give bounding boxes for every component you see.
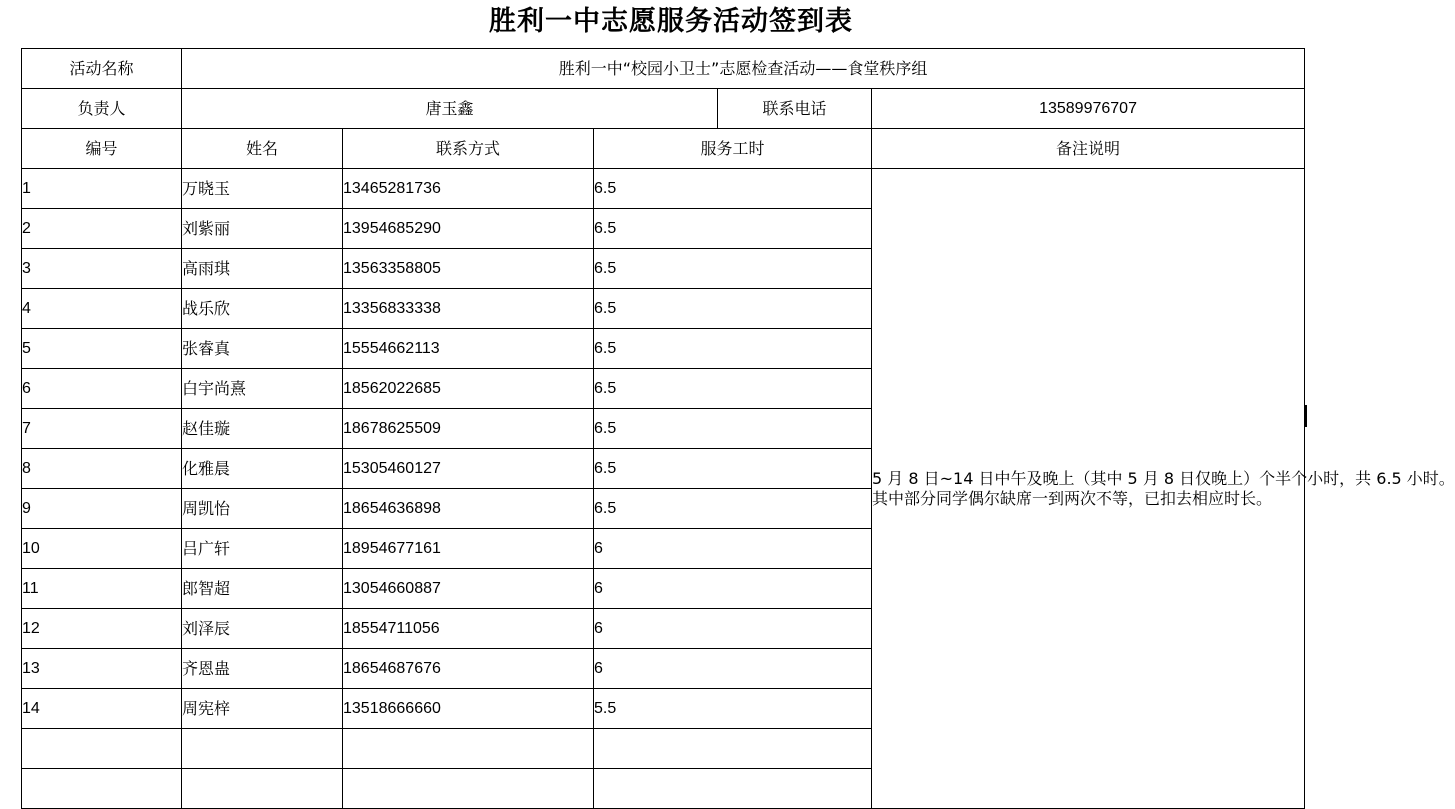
row-number: 7 xyxy=(22,409,182,449)
row-number xyxy=(22,729,182,769)
column-header-contact: 联系方式 xyxy=(343,129,594,169)
leader-label: 负责人 xyxy=(22,89,182,129)
activity-row xyxy=(22,49,1305,89)
column-header-remark: 备注说明 xyxy=(872,129,1305,169)
row-name: 周凯怡 xyxy=(182,489,343,529)
row-phone: 13563358805 xyxy=(343,249,594,289)
row-phone: 13054660887 xyxy=(343,569,594,609)
row-number: 1 xyxy=(22,169,182,209)
sign-in-table xyxy=(21,48,1455,809)
remark-line-1: 5 月 8 日~14 日中午及晚上（其中 5 月 8 日仅晚上）个半个小时，共 6.5 小时。 xyxy=(872,468,1455,488)
row-number: 2 xyxy=(22,209,182,249)
remark-cell xyxy=(872,169,1455,809)
row-phone: 18678625509 xyxy=(343,409,594,449)
row-name: 赵佳璇 xyxy=(182,409,343,449)
row-name xyxy=(182,729,343,769)
column-header-name: 姓名 xyxy=(182,129,343,169)
row-number xyxy=(22,769,182,809)
row-hours: 6.5 xyxy=(594,209,872,249)
row-hours: 6.5 xyxy=(594,329,872,369)
row-name: 万晓玉 xyxy=(182,169,343,209)
row-number: 14 xyxy=(22,689,182,729)
row-name xyxy=(182,769,343,809)
row-phone xyxy=(343,769,594,809)
activity-label: 活动名称 xyxy=(22,49,182,89)
row-name: 齐恩蛊 xyxy=(182,649,343,689)
row-hours: 5.5 xyxy=(594,689,872,729)
leader-name: 唐玉鑫 xyxy=(182,89,718,129)
row-hours: 6.5 xyxy=(594,409,872,449)
row-phone: 13954685290 xyxy=(343,209,594,249)
row-phone: 13518666660 xyxy=(343,689,594,729)
row-phone: 18654636898 xyxy=(343,489,594,529)
row-name: 高雨琪 xyxy=(182,249,343,289)
header-row xyxy=(22,129,1305,169)
row-phone: 18562022685 xyxy=(343,369,594,409)
row-phone: 15305460127 xyxy=(343,449,594,489)
row-hours: 6.5 xyxy=(594,249,872,289)
row-phone: 13356833338 xyxy=(343,289,594,329)
remark-line-2: 其中部分同学偶尔缺席一到两次不等，已扣去相应时长。 xyxy=(872,488,1273,508)
row-hours: 6.5 xyxy=(594,289,872,329)
row-name: 化雅晨 xyxy=(182,449,343,489)
row-phone: 15554662113 xyxy=(343,329,594,369)
row-hours: 6 xyxy=(594,569,872,609)
row-hours: 6.5 xyxy=(594,489,872,529)
row-phone: 18954677161 xyxy=(343,529,594,569)
row-name: 吕广轩 xyxy=(182,529,343,569)
row-number: 11 xyxy=(22,569,182,609)
leader-phone: 13589976707 xyxy=(872,89,1305,129)
row-name: 周宪梓 xyxy=(182,689,343,729)
column-header-number: 编号 xyxy=(22,129,182,169)
row-phone xyxy=(343,729,594,769)
row-name: 刘泽辰 xyxy=(182,609,343,649)
row-name: 白宇尚熹 xyxy=(182,369,343,409)
row-number: 8 xyxy=(22,449,182,489)
column-header-hours: 服务工时 xyxy=(594,129,872,169)
leader-row xyxy=(22,89,1305,129)
row-name: 战乐欣 xyxy=(182,289,343,329)
row-number: 12 xyxy=(22,609,182,649)
row-name: 郎智超 xyxy=(182,569,343,609)
row-hours: 6 xyxy=(594,649,872,689)
row-number: 4 xyxy=(22,289,182,329)
row-name: 刘紫丽 xyxy=(182,209,343,249)
row-name: 张睿真 xyxy=(182,329,343,369)
row-hours: 6.5 xyxy=(594,449,872,489)
row-phone: 18554711056 xyxy=(343,609,594,649)
row-hours: 6.5 xyxy=(594,369,872,409)
row-hours xyxy=(594,769,872,809)
text-cursor xyxy=(1305,405,1307,427)
row-number: 9 xyxy=(22,489,182,529)
row-hours: 6 xyxy=(594,609,872,649)
row-number: 13 xyxy=(22,649,182,689)
table-row xyxy=(22,169,1305,209)
row-hours: 6 xyxy=(594,529,872,569)
row-hours: 6.5 xyxy=(594,169,872,209)
row-number: 6 xyxy=(22,369,182,409)
row-phone: 18654687676 xyxy=(343,649,594,689)
row-hours xyxy=(594,729,872,769)
activity-name: 胜利一中“校园小卫士”志愿检查活动——食堂秩序组 xyxy=(182,49,1305,89)
row-number: 10 xyxy=(22,529,182,569)
row-number: 3 xyxy=(22,249,182,289)
row-phone: 13465281736 xyxy=(343,169,594,209)
leader-phone-label: 联系电话 xyxy=(718,89,872,129)
page-title: 胜利一中志愿服务活动签到表 xyxy=(489,6,853,37)
row-number: 5 xyxy=(22,329,182,369)
